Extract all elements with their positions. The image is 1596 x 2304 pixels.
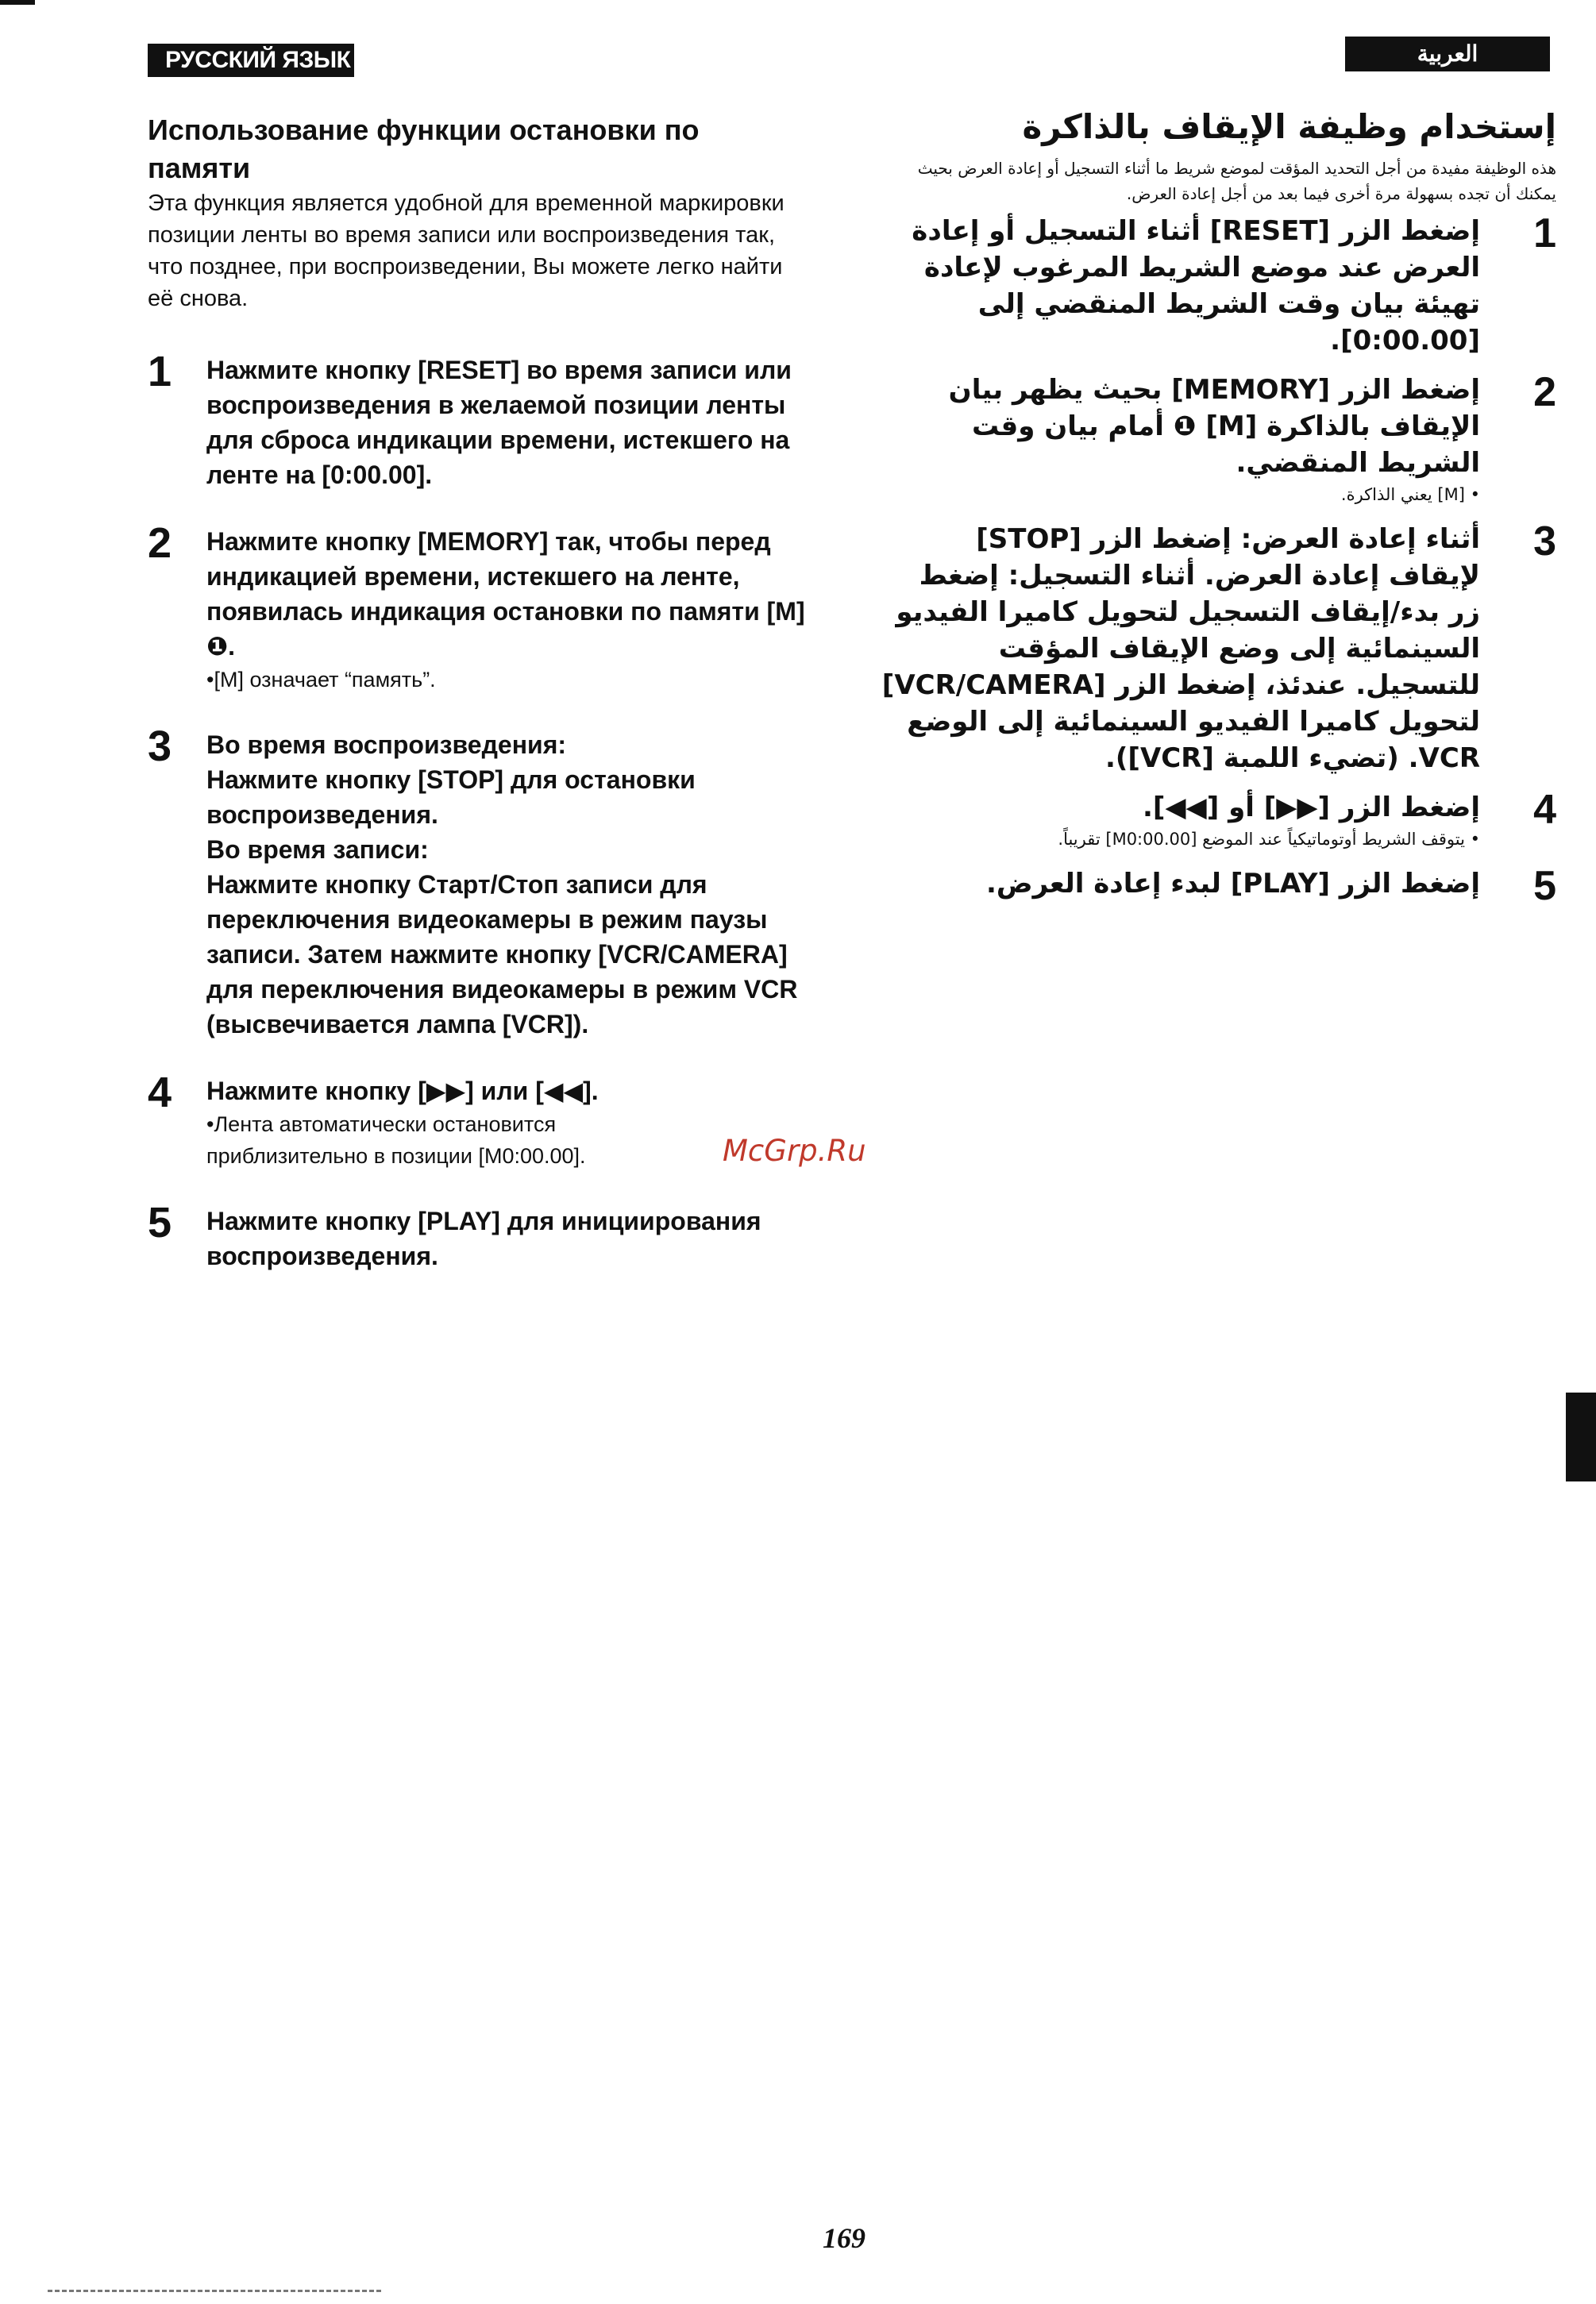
step-number: 1 (148, 348, 172, 395)
step-4 (148, 1069, 807, 1172)
watermark-text: McGrp.Ru (723, 1134, 866, 1168)
step-instruction: إضغط الزر [PLAY] لبدء إعادة العرض. (985, 868, 1480, 900)
step-number: 3 (148, 722, 172, 770)
step-instruction: Нажмите кнопку [PLAY] для инициирования воспроизведения. (206, 1207, 761, 1270)
step-instruction: Нажмите кнопку [▶▶] или [◀◀]. (206, 1077, 599, 1105)
step-number: 3 (1533, 518, 1556, 564)
step-instruction: Во время воспроизведения: Нажмите кнопку [STOP] для остановки воспроизведения. Во время записи: Нажмите кнопку Старт/Стоп записи для переключения видеокамеры в режим паузы записи. Затем нажмите кнопку [VCR/CAMERA] для переключения видеокамеры в режим VCR (высвечивается лампа [VCR]). (206, 730, 798, 1038)
step-note: • [M] يعني الذاكرة. (1340, 485, 1480, 504)
step-note: •Лента автоматически остановится приблизительно в позиции [M0:00.00]. (206, 1112, 586, 1168)
step-number: 4 (148, 1069, 172, 1116)
arabic-step-5 (881, 863, 1556, 909)
side-thumb-tab (1566, 1393, 1596, 1481)
step-instruction: Нажмите кнопку [MEMORY] так, чтобы перед индикацией времени, истекшего на ленте, появилась индикация остановки по памяти [M] ❶. (206, 527, 805, 661)
page-number: 169 (823, 2222, 865, 2254)
arabic-column (881, 103, 1556, 915)
step-2 (148, 519, 807, 695)
arabic-step-4 (881, 789, 1556, 853)
arabic-step-1 (881, 210, 1556, 359)
bottom-rule (48, 2290, 381, 2294)
section-intro-arabic: هذه الوظيفة مفيدة من أجل التحديد المؤقت لموضع شريط ما أثناء التسجيل أو إعادة العرض بحيث يمكنك أن تجده بسهولة مرة أخرى فيما بعد من أجل إعادة العرض. (917, 159, 1556, 203)
step-number: 5 (148, 1199, 172, 1246)
section-title-arabic: إستخدام وظيفة الإيقاف بالذاكرة (1022, 107, 1556, 146)
step-note: • يتوقف الشريط أوتوماتيكياً عند الموضع [M0:00.00] تقريباً. (1058, 830, 1480, 849)
step-instruction: أثناء إعادة العرض: إضغط الزر [STOP] لإيقاف إعادة العرض. أثناء التسجيل: إضغط زر بدء/إيقاف التسجيل لتحويل كاميرا الفيديو السينمائية إلى وضع الإيقاف المؤقت للتسجيل. عندئذ، إضغط الزر [VCR/CAMERA] لتحويل كاميرا الفيديو السينمائية إلى الوضع VCR. (تضيء اللمبة [VCR]). (881, 523, 1480, 774)
step-number: 4 (1533, 787, 1556, 833)
arabic-step-2 (881, 369, 1556, 508)
step-instruction: إضغط الزر [RESET] أثناء التسجيل أو إعادة العرض عند موضع الشريط المرغوب لإعادة تهيئة بيان وقت الشريط المنقضي إلى [0:00.00]. (912, 215, 1480, 356)
step-instruction: إضغط الزر [▶▶] أو [◀◀]. (1142, 792, 1480, 823)
step-5 (148, 1199, 807, 1273)
step-3 (148, 722, 807, 1042)
section-intro: Эта функция является удобной для временной маркировки позиции ленты во время записи или воспроизведения так, что позднее, при воспроизведении, Вы можете легко найти её снова. (148, 191, 785, 311)
russian-column (148, 111, 807, 1305)
step-number: 2 (148, 519, 172, 567)
arabic-step-3 (881, 518, 1556, 776)
step-note: •[M] означает “память”. (206, 668, 436, 692)
step-number: 1 (1533, 210, 1556, 256)
language-tab-arabic: العربية (1345, 37, 1550, 71)
step-1 (148, 348, 807, 492)
step-instruction: إضغط الزر [MEMORY] بحيث يظهر بيان الإيقاف بالذاكرة [M] ❶ أمام بيان وقت الشريط المنقضي. (948, 374, 1480, 479)
section-title: Использование функции остановки по памяти (148, 114, 700, 184)
language-tab-russian: РУССКИЙ ЯЗЫК (148, 44, 354, 77)
step-number: 2 (1533, 369, 1556, 415)
step-instruction: Нажмите кнопку [RESET] во время записи или воспроизведения в желаемой позиции ленты для сброса индикации времени, истекшего на ленте на [0:00.00]. (206, 356, 792, 489)
corner-mark (0, 0, 35, 5)
step-number: 5 (1533, 863, 1556, 909)
